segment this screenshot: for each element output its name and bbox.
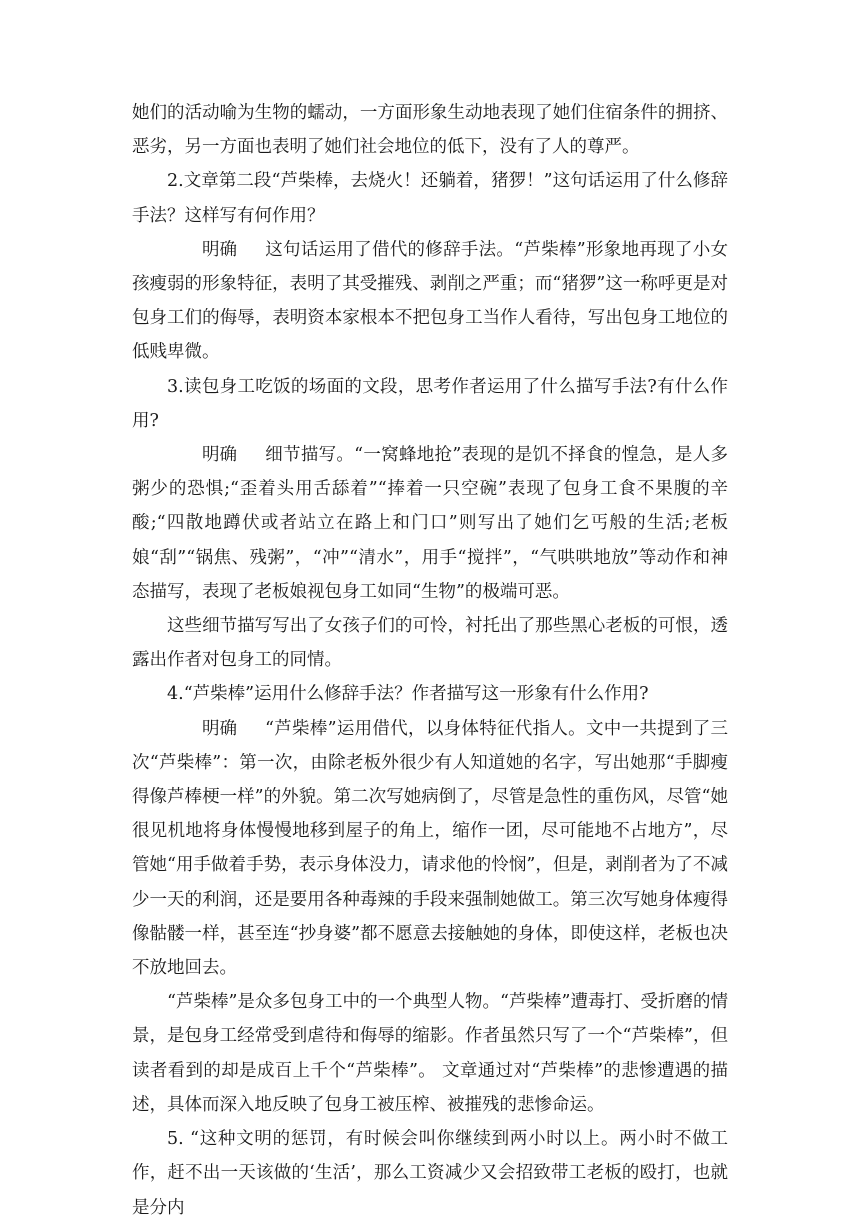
answer-4	[132, 712, 728, 986]
paragraph-continuation	[132, 96, 728, 164]
answer-label: 明确	[202, 445, 237, 466]
paragraph-text: 这些细节描写写出了女孩子们的可怜，衬托出了那些黑心老板的可恨，透露出作者对包身工的同情。	[132, 616, 728, 671]
answer-3-summary	[132, 609, 728, 677]
answer-3	[132, 438, 728, 609]
document-body	[132, 96, 728, 1225]
paragraph-text: 3.读包身工吃饭的场面的文段，思考作者运用了什么描写手法?有什么作用?	[132, 376, 728, 431]
question-2	[132, 164, 728, 232]
answer-4-summary	[132, 985, 728, 1122]
question-3	[132, 370, 728, 438]
paragraph-text: 她们的活动喻为生物的蠕动，一方面形象生动地表现了她们住宿条件的拥挤、恶劣，另一方面也表明了她们社会地位的低下，没有了人的尊严。	[132, 103, 728, 158]
answer-label: 明确	[202, 239, 237, 260]
paragraph-text: “芦柴棒”运用借代，以身体特征代指人。文中一共提到了三次“芦柴棒”：第一次，由除老板外很少有人知道她的名字，写出她那“手脚瘦得像芦棒梗一样”的外貌。第二次写她病倒了，尽管是急性的重伤风，尽管“她很见机地将身体慢慢地移到屋子的角上，缩作一团，尽可能地不占地方”，尽管她“用手做着手势，表示身体没力，请求他的怜悯”，但是，剥削者为了不减少一天的利润，还是要用各种毒辣的手段来强制她做工。第三次写她身体瘦得像骷髅一样，甚至连“抄身婆”都不愿意去接触她的身体，即使这样，老板也决不放地回去。	[132, 718, 728, 979]
paragraph-text: 5. “这种文明的惩罚，有时候会叫你继续到两小时以上。两小时不做工作，赶不出一天该做的‘生活’，那么工资减少又会招致带工老板的殴打，也就是分内	[132, 1129, 728, 1218]
paragraph-text: 4.“芦柴棒”运用什么修辞手法？作者描写这一形象有什么作用?	[167, 684, 649, 705]
answer-2	[132, 233, 728, 370]
paragraph-text: 细节描写。“一窝蜂地抢”表现的是饥不择食的惶急，是人多粥少的恐惧;“歪着头用舌舔着”“捧着一只空碗”表现了包身工食不果腹的辛酸;“四散地蹲伏或者站立在路上和门口”则写出了她们乞丐般的生活;老板娘“刮”“锅焦、残粥”，“冲”“清水”，用手“搅拌”，“气哄哄地放”等动作和神态描写，表现了老板娘视包身工如同“生物”的极端可恶。	[132, 445, 728, 602]
question-4	[132, 677, 728, 711]
answer-label: 明确	[202, 718, 237, 739]
paragraph-text: 这句话运用了借代的修辞手法。“芦柴棒”形象地再现了小女孩瘦弱的形象特征，表明了其受摧残、剥削之严重；而“猪猡”这一称呼更是对包身工们的侮辱，表明资本家根本不把包身工当作人看待，写出包身工地位的低贱卑微。	[132, 239, 728, 363]
question-5	[132, 1122, 728, 1225]
paragraph-text: 2.文章第二段“芦柴棒，去烧火！还躺着，猪猡！”这句话运用了什么修辞手法？这样写有何作用？	[132, 171, 728, 226]
paragraph-text: “芦柴棒”是众多包身工中的一个典型人物。“芦柴棒”遭毒打、受折磨的情景，是包身工经常受到虐待和侮辱的缩影。作者虽然只写了一个“芦柴棒”，但读者看到的却是成百上千个“芦柴棒”。 文章通过对“芦柴棒”的悲惨遭遇的描述，具体而深入地反映了包身工被压榨、被摧残的悲惨命运。	[132, 992, 728, 1115]
